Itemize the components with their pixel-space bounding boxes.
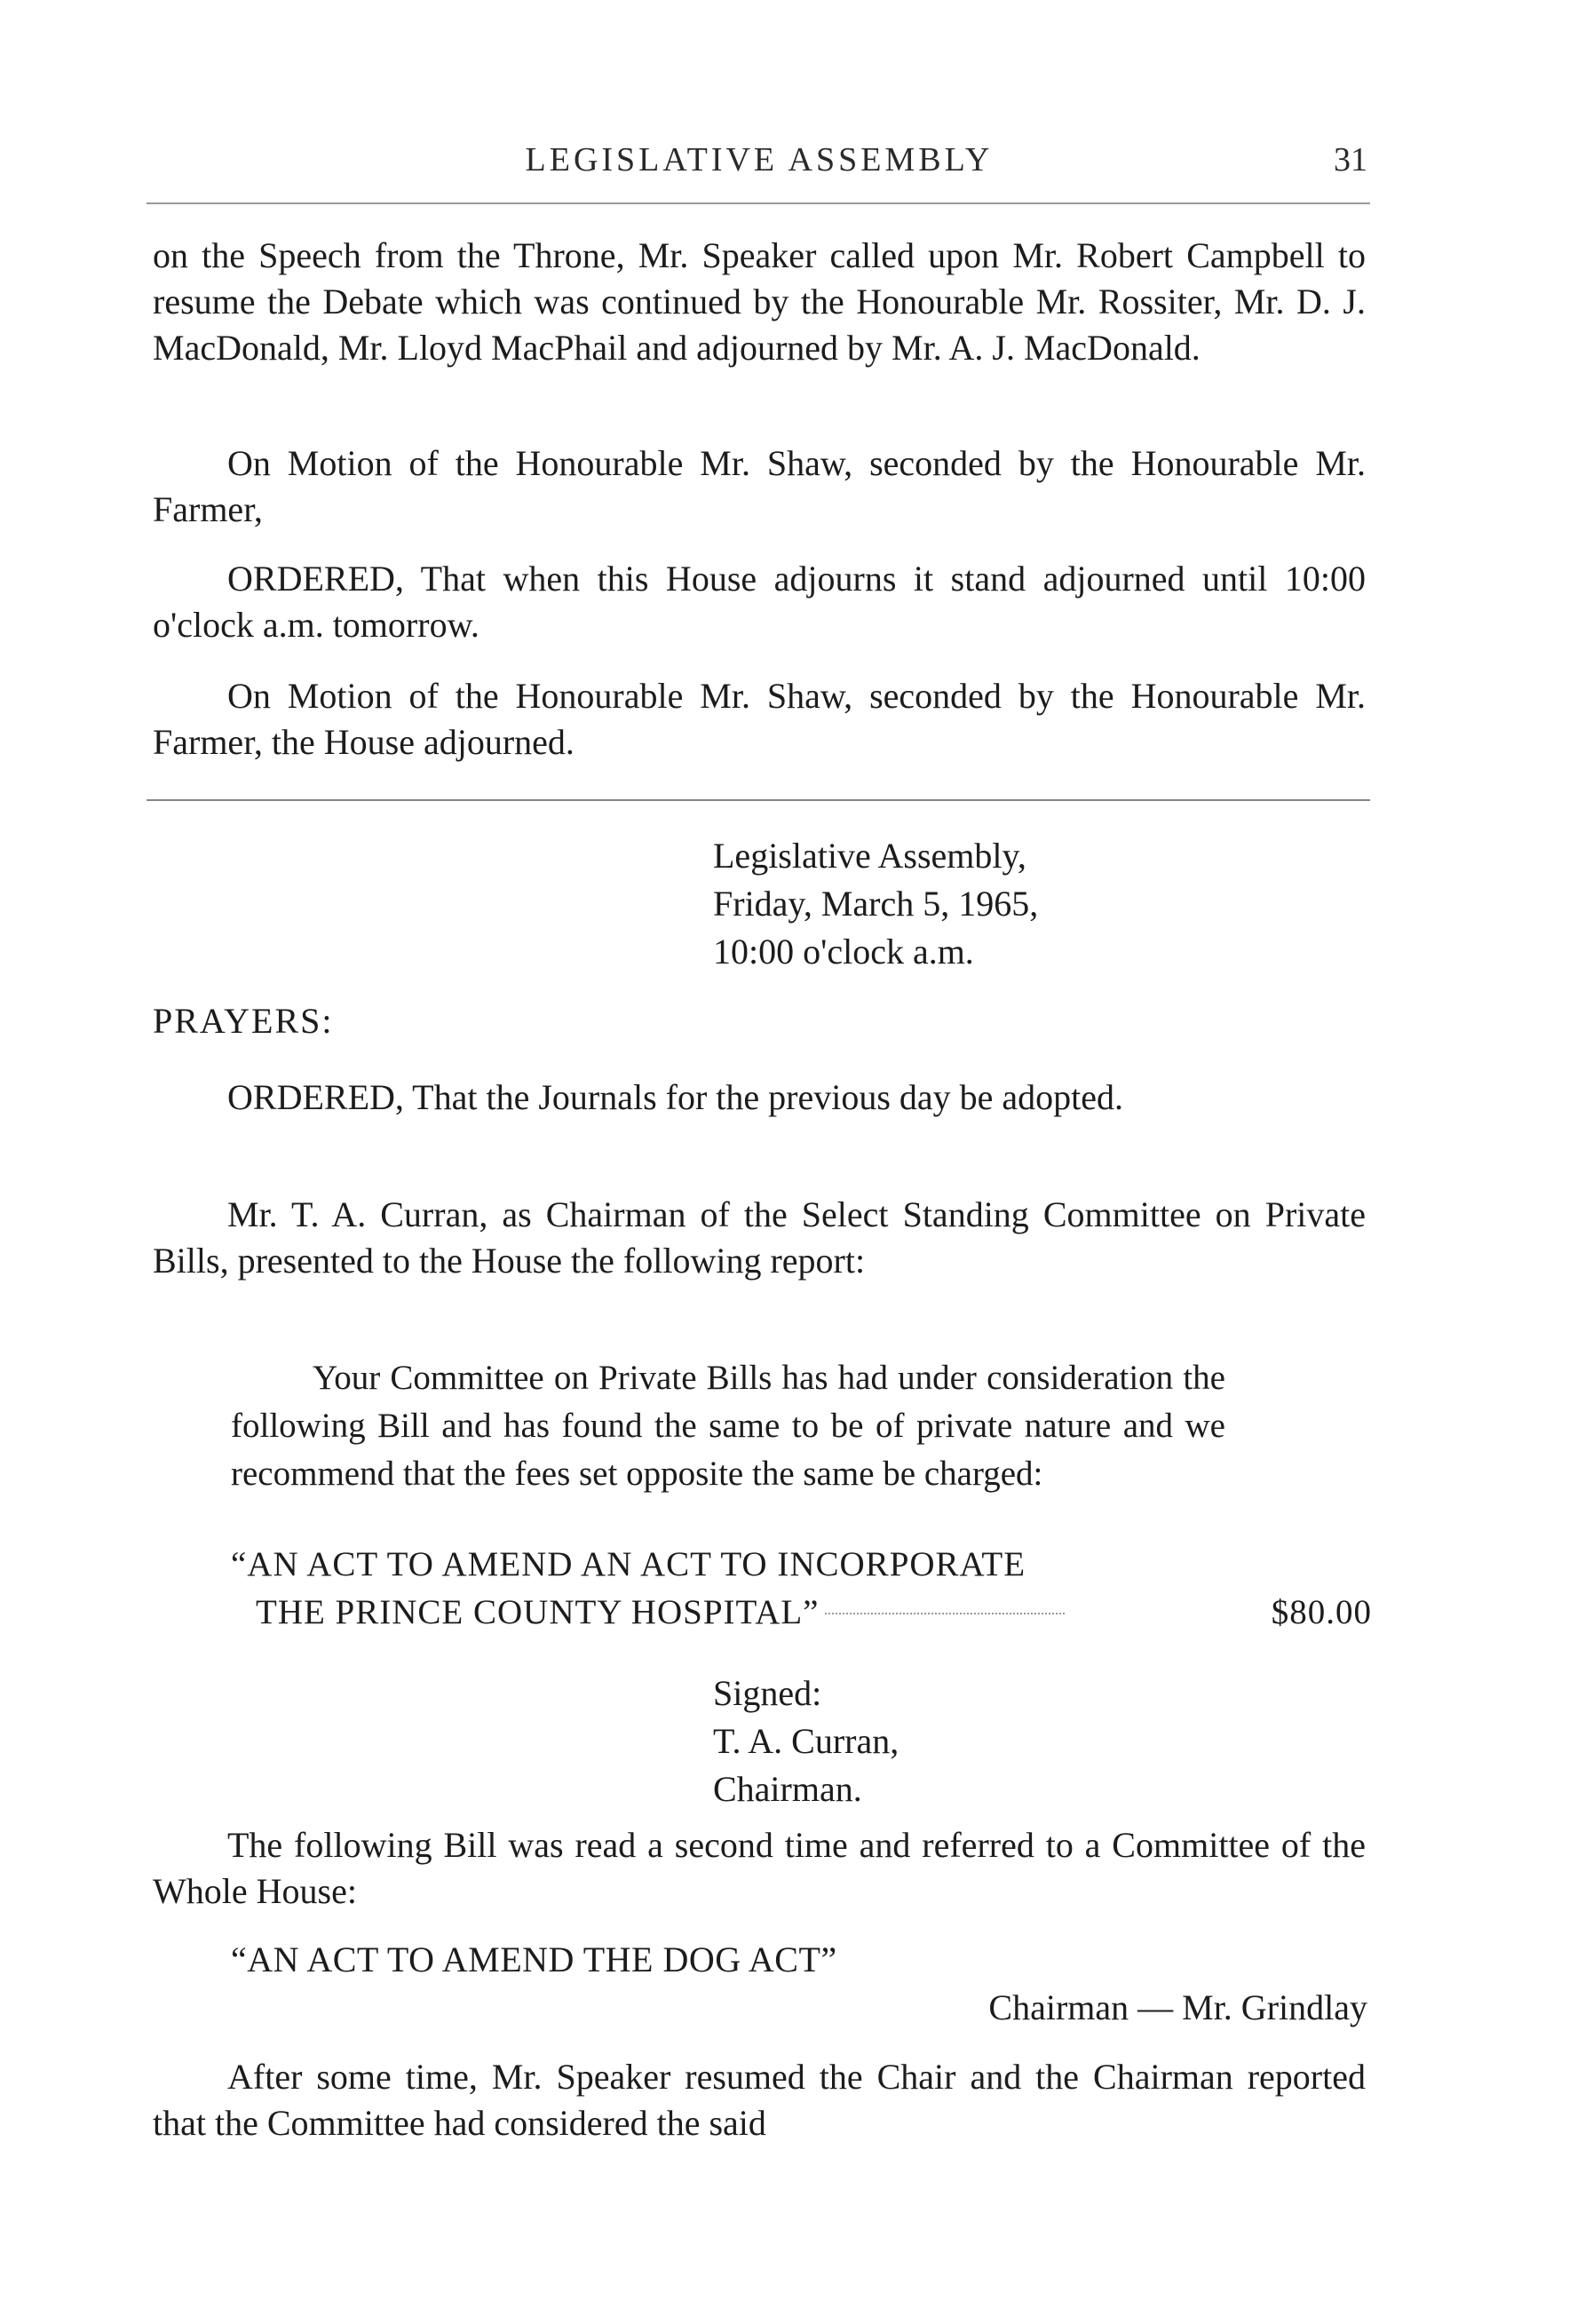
paragraph-ordered-adjourn: ORDERED, That when this House adjourns it stand adjourned until 10:00 o'clock a.m. tomorrow. xyxy=(153,559,1366,645)
private-bill-title-line1: “AN ACT TO AMEND AN ACT TO INCORPORATE xyxy=(231,1545,1026,1583)
top-section xyxy=(153,233,1366,371)
signature-block xyxy=(713,1670,899,1813)
private-bill-line2-row xyxy=(231,1589,1372,1637)
ordered-section xyxy=(153,556,1366,648)
dog-act-title: “AN ACT TO AMEND THE DOG ACT” xyxy=(231,1939,837,1979)
paragraph-speech-debate: on the Speech from the Throne, Mr. Speaker called upon Mr. Robert Campbell to resume the Debate which was continued by the Honourable Mr. Rossiter, Mr. D. J. MacDonald, Mr. Lloyd MacPhail and adjourned by Mr. A. J. MacDonald. xyxy=(153,235,1366,368)
committee-report xyxy=(231,1354,1225,1498)
private-bill-fee: $80.00 xyxy=(1271,1593,1372,1631)
paragraph-house-adjourned: On Motion of the Honourable Mr. Shaw, seconded by the Honourable Mr. Farmer, the House adjourned. xyxy=(153,676,1366,762)
running-title: LEGISLATIVE ASSEMBLY xyxy=(525,141,994,178)
adjourn-section xyxy=(153,673,1366,765)
private-bill xyxy=(231,1541,1372,1637)
dog-act-chairman: Chairman — Mr. Grindlay xyxy=(988,1987,1367,2027)
dateline-date: Friday, March 5, 1965, xyxy=(713,884,1039,924)
paragraph-second-reading: The following Bill was read a second time and referred to a Committee of the Whole House: xyxy=(153,1825,1366,1911)
signature-signed-label: Signed: xyxy=(713,1673,822,1713)
header-rule xyxy=(147,202,1370,204)
paragraph-journals-adopted: ORDERED, That the Journals for the previous day be adopted. xyxy=(227,1077,1124,1117)
paragraph-motion-adjourn-time: On Motion of the Honourable Mr. Shaw, seconded by the Honourable Mr. Farmer, xyxy=(153,443,1366,529)
running-head xyxy=(151,140,1367,194)
signature-name: T. A. Curran, xyxy=(713,1721,899,1761)
signature-title: Chairman. xyxy=(713,1769,862,1809)
final-section xyxy=(153,2054,1366,2146)
report-intro-section xyxy=(153,1192,1366,1284)
paragraph-report-intro: Mr. T. A. Curran, as Chairman of the Select Standing Committee on Private Bills, presented to the House the following report: xyxy=(153,1194,1366,1281)
second-reading-section xyxy=(153,1822,1366,1915)
journals-section xyxy=(153,1075,1366,1121)
dateline-assembly: Legislative Assembly, xyxy=(713,836,1026,876)
private-bill-title-line2: THE PRINCE COUNTY HOSPITAL” xyxy=(256,1593,820,1631)
report-text: Your Committee on Private Bills has had under consideration the following Bill and has found the same to be of private nature and we recommend that the fees set opposite the same be charged: xyxy=(231,1359,1225,1493)
prayers-heading: PRAYERS: xyxy=(153,1001,334,1041)
section-rule xyxy=(147,799,1370,801)
dateline xyxy=(713,832,1038,976)
paragraph-committee-reported: After some time, Mr. Speaker resumed the Chair and the Chairman reported that the Committee had considered the said xyxy=(153,2057,1366,2143)
dateline-time: 10:00 o'clock a.m. xyxy=(713,932,974,972)
page-number: 31 xyxy=(1334,141,1367,178)
dot-leader xyxy=(825,1613,1065,1614)
motion-section xyxy=(153,440,1366,533)
